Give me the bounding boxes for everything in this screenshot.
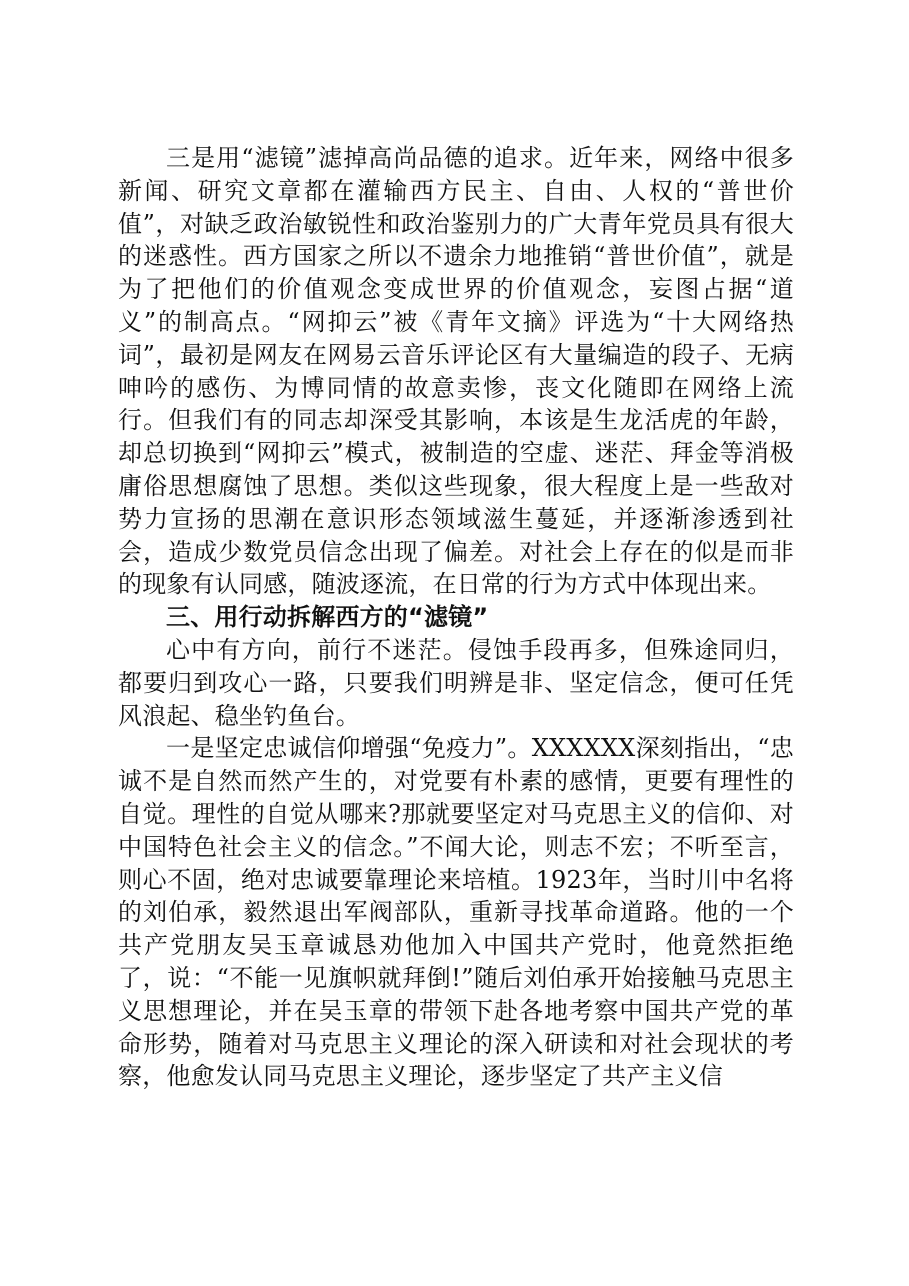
document-body (118, 142, 794, 1093)
paragraph-loyalty-faith: 一是坚定忠诚信仰增强“免疫力”。XXXXXX深刻指出，“忠诚不是自然而然产生的，对党要有朴素的感情，更要有理性的自觉。理性的自觉从哪来?那就要坚定对马克思主义的信仰、对中国特色社会主义的信念。”不闻大论，则志不宏；不听至言，则心不固，绝对忠诚要靠理论来培植。1923年，当时川中名将的刘伯承，毅然退出军阀部队，重新寻找革命道路。他的一个共产党朋友吴玉章诚恳劝他加入中国共产党时，他竟然拒绝了，说：“不能一见旗帜就拜倒!”随后刘伯承开始接触马克思主义思想理论，并在吴玉章的带领下赴各地考察中国共产党的革命形势，随着对马克思主义理论的深入研读和对社会现状的考察，他愈发认同马克思主义理论，逐步坚定了共产主义信 (118, 734, 794, 1091)
paragraph-direction: 心中有方向，前行不迷茫。侵蚀手段再多，但殊途同归，都要归到攻心一路，只要我们明辨是非、坚定信念，便可任凭风浪起、稳坐钓鱼台。 (118, 635, 794, 730)
section-heading: 三、用行动拆解西方的“滤镜” (166, 603, 489, 632)
paragraph-filter-morality: 三是用“滤镜”滤掉高尚品德的追求。近年来，网络中很多新闻、研究文章都在灌输西方民主、自由、人权的“普世价值”，对缺乏政治敏锐性和政治鉴别力的广大青年党员具有很大的迷惑性。西方国家之所以不遗余力地推销“普世价值”，就是为了把他们的价值观念变成世界的价值观念，妄图占据“道义”的制高点。“网抑云”被《青年文摘》评选为“十大网络热词”，最初是网友在网易云音乐评论区有大量编造的段子、无病呻吟的感伤、为博同情的故意卖惨，丧文化随即在网络上流行。但我们有的同志却深受其影响，本该是生龙活虎的年龄，却总切换到“网抑云”模式，被制造的空虚、迷茫、拜金等消极庸俗思想腐蚀了思想。类似这些现象，很大程度上是一些敌对势力宣扬的思潮在意识形态领域滋生蔓延，并逐渐渗透到社会，造成少数党员信念出现了偏差。对社会上存在的似是而非的现象有认同感，随波逐流，在日常的行为方式中体现出来。 (118, 144, 794, 599)
